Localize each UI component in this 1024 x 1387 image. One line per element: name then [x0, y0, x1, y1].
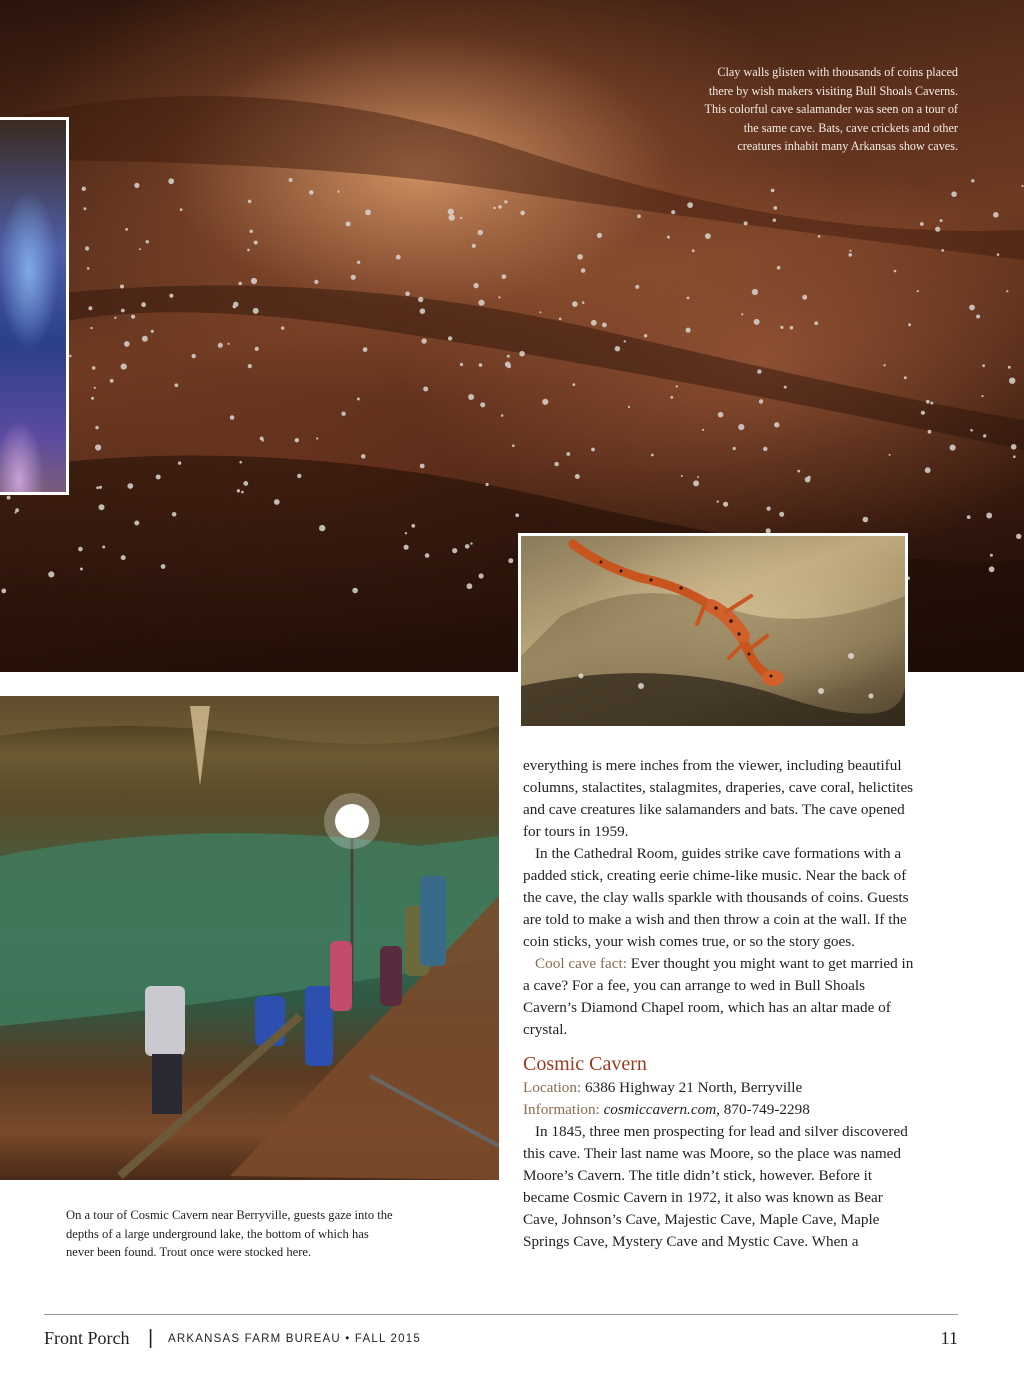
coin-sparkle — [651, 454, 654, 457]
coin-sparkle — [168, 178, 174, 184]
coin-sparkle — [520, 211, 525, 216]
coin-sparkle — [139, 248, 141, 250]
cool-fact-label: Cool cave fact: — [535, 955, 627, 972]
coin-sparkle — [319, 525, 325, 531]
coin-sparkle — [88, 306, 92, 310]
coin-sparkle — [692, 249, 695, 252]
coin-sparkle — [480, 402, 485, 407]
coin-sparkle — [670, 396, 673, 399]
coin-sparkle — [986, 513, 992, 519]
coin-sparkle — [951, 191, 957, 197]
coin-sparkle — [1021, 185, 1023, 187]
coin-sparkle — [404, 545, 409, 550]
coin-sparkle — [767, 507, 771, 511]
coin-sparkle — [1013, 455, 1016, 458]
coin-sparkle — [744, 221, 748, 225]
coin-sparkle — [363, 347, 368, 352]
coin-sparkle — [467, 583, 473, 589]
coin-sparkle — [48, 571, 54, 577]
coin-sparkle — [87, 267, 90, 270]
coin-sparkle — [262, 439, 265, 442]
coin-sparkle — [539, 311, 541, 313]
coin-sparkle — [460, 363, 463, 366]
coin-sparkle — [337, 191, 339, 193]
coin-sparkle — [926, 400, 930, 404]
coin-sparkle — [131, 315, 135, 319]
coin-sparkle — [615, 346, 620, 351]
coin-sparkle — [421, 338, 426, 343]
coin-sparkle — [479, 363, 483, 367]
coin-sparkle — [575, 474, 580, 479]
coin-sparkle — [624, 340, 626, 342]
coin-sparkle — [247, 249, 250, 252]
coin-sparkle — [248, 364, 252, 368]
coin-sparkle — [80, 568, 83, 571]
coin-sparkle — [121, 309, 125, 313]
coin-sparkle — [253, 308, 259, 314]
issue-label: ARKANSAS FARM BUREAU • FALL 2015 — [168, 1333, 421, 1345]
coin-sparkle — [127, 483, 133, 489]
coin-sparkle — [99, 504, 105, 510]
page-footer — [44, 1328, 958, 1352]
coin-sparkle — [935, 227, 940, 232]
coin-sparkle — [686, 328, 691, 333]
coin-sparkle — [779, 512, 784, 517]
article-column — [523, 755, 917, 1253]
salamander-photo — [518, 533, 908, 729]
coin-sparkle — [230, 415, 235, 420]
coin-sparkle — [146, 240, 149, 243]
coin-sparkle — [705, 233, 711, 239]
coin-sparkle — [950, 445, 956, 451]
coin-sparkle — [597, 233, 602, 238]
coin-sparkle — [465, 544, 470, 549]
coin-sparkle — [582, 301, 585, 304]
coin-sparkle — [274, 499, 280, 505]
information-label: Information: — [523, 1101, 600, 1118]
coin-sparkle — [237, 489, 240, 492]
coin-sparkle — [316, 437, 318, 439]
coin-sparkle — [920, 222, 924, 226]
coin-sparkle — [908, 323, 911, 326]
coin-sparkle — [478, 300, 484, 306]
coin-sparkle — [508, 558, 513, 563]
article-paragraph: In 1845, three men prospecting for lead and silver discovered this cave. Their last name was Moore, so the place was named Moore’s Cavern. The title didn’t stick, however. Before it became Cosmic Cavern in 1972, it also was known as Bear Cave, Johnson’s Cave, Majestic Cave, Maple Cave, Maple Springs Cave, Mystery Cave and Mystic Cave. When a — [523, 1123, 908, 1250]
coin-sparkle — [151, 330, 154, 333]
page-number: 11 — [940, 1328, 958, 1348]
coin-sparkle — [124, 341, 130, 347]
coin-sparkle — [1009, 378, 1015, 384]
coin-sparkle — [717, 500, 719, 502]
coin-sparkle — [1016, 534, 1021, 539]
coin-sparkle — [501, 414, 504, 417]
coin-sparkle — [883, 364, 885, 366]
coin-sparkle — [741, 313, 743, 315]
coin-sparkle — [297, 474, 301, 478]
coin-sparkle — [718, 412, 724, 418]
coin-sparkle — [405, 532, 407, 534]
location-value: 6386 Highway 21 North, Berryville — [581, 1079, 803, 1096]
coin-sparkle — [134, 183, 139, 188]
coin-sparkle — [697, 476, 699, 478]
coin-sparkle — [125, 228, 128, 231]
coin-sparkle — [84, 207, 87, 210]
coin-sparkle — [156, 475, 161, 480]
coin-sparkle — [969, 305, 975, 311]
coin-sparkle — [644, 334, 647, 337]
coin-sparkle — [498, 296, 500, 298]
coin-sparkle — [805, 477, 811, 483]
coin-sparkle — [357, 398, 360, 401]
coin-sparkle — [361, 454, 366, 459]
coin-sparkle — [774, 422, 779, 427]
coin-sparkle — [763, 447, 767, 451]
footer-separator: | — [148, 1327, 154, 1349]
cool-fact-text: Ever thought you might want to get married in a cave? For a fee, you can arrange to wed in Bull Shoals Cavern’s Diamond Chapel room, which has an altar made of crystal. — [523, 955, 914, 1038]
coin-wall-caption: Clay walls glisten with thousands of coins placed there by wish makers visiting Bull Shoals Caverns. This colorful cave salamander was seen on a tour of the same cave. Bats, cave crickets and other creatures inhabit many Arkansas show caves. — [704, 65, 958, 154]
coin-sparkle — [250, 230, 253, 233]
coin-sparkle — [85, 246, 89, 250]
coin-sparkle — [917, 290, 919, 292]
coin-sparkle — [848, 253, 852, 257]
coin-sparkle — [940, 219, 943, 222]
coin-sparkle — [671, 210, 675, 214]
coin-sparkle — [493, 207, 496, 210]
coin-sparkle — [314, 280, 318, 284]
coin-sparkle — [997, 253, 1000, 256]
coin-sparkle — [818, 235, 821, 238]
coin-sparkle — [759, 399, 763, 403]
coin-sparkle — [251, 278, 257, 284]
coin-sparkle — [470, 542, 472, 544]
coin-sparkle — [161, 564, 166, 569]
coin-sparkle — [667, 236, 670, 239]
coin-sparkle — [635, 285, 639, 289]
coin-sparkle — [218, 343, 223, 348]
coin-sparkle — [993, 212, 999, 218]
coin-sparkle — [702, 429, 704, 431]
coin-sparkle — [581, 268, 586, 273]
coin-sparkle — [687, 202, 693, 208]
coin-sparkle — [448, 209, 454, 215]
coin-sparkle — [502, 274, 507, 279]
coin-sparkle — [134, 521, 139, 526]
coin-sparkle — [95, 426, 98, 429]
lake-photo-caption: On a tour of Cosmic Cavern near Berryville, guests gaze into the depths of a large underground lake, the bottom of which has never been found. Trout once were stocked here. — [66, 1208, 393, 1260]
coin-sparkle — [681, 475, 683, 477]
coin-sparkle — [110, 379, 114, 383]
coin-sparkle — [970, 429, 973, 432]
coin-sparkle — [504, 200, 507, 203]
coin-sparkle — [92, 366, 96, 370]
coin-sparkle — [289, 178, 293, 182]
magazine-title: Front Porch — [44, 1328, 130, 1348]
coin-sparkle — [507, 355, 510, 358]
coin-sparkle — [233, 305, 237, 309]
coin-sparkle — [784, 386, 787, 389]
coin-sparkle — [773, 206, 777, 210]
coin-sparkle — [228, 343, 230, 345]
coin-sparkle — [239, 461, 242, 464]
section-heading: Cosmic Cavern — [523, 1053, 647, 1075]
location-line — [523, 1077, 917, 1099]
coin-sparkle — [738, 424, 744, 430]
coin-sparkle — [468, 394, 474, 400]
coin-sparkle — [602, 323, 607, 328]
coin-sparkle — [460, 217, 462, 219]
coin-sparkle — [295, 438, 299, 442]
coin-sparkle — [572, 301, 578, 307]
coin-sparkle — [178, 461, 181, 464]
coin-sparkle — [15, 511, 17, 513]
coin-sparkle — [559, 318, 562, 321]
coin-sparkle — [241, 491, 244, 494]
coin-sparkle — [981, 395, 983, 397]
coin-sparkle — [172, 512, 177, 517]
coin-sparkle — [519, 351, 525, 357]
coin-sparkle — [341, 412, 345, 416]
coin-sparkle — [971, 179, 974, 182]
coin-sparkle — [120, 285, 124, 289]
phone-number: , 870-749-2298 — [716, 1101, 810, 1118]
coin-sparkle — [628, 406, 630, 408]
coin-sparkle — [512, 444, 515, 447]
coin-sparkle — [566, 452, 570, 456]
coin-sparkle — [814, 321, 818, 325]
coin-sparkle — [420, 464, 425, 469]
coin-sparkle — [396, 255, 401, 260]
article-paragraph: In the Cathedral Room, guides strike cave formations with a padded stick, creating eerie chime-like music. Near the back of the cave, the clay walls sparkle with thousands of coins. Guests are told to make a wish and then throw a coin at the wall. If the coin sticks, your wish comes true, or so the story goes. — [523, 845, 909, 950]
coin-sparkle — [515, 513, 519, 517]
coin-sparkle — [448, 336, 452, 340]
coin-sparkle — [192, 354, 196, 358]
coin-sparkle — [95, 444, 101, 450]
coin-sparkle — [121, 364, 127, 370]
coin-sparkle — [676, 385, 678, 387]
coin-sparkle — [351, 275, 356, 280]
coin-sparkle — [967, 515, 971, 519]
coin-sparkle — [94, 387, 96, 389]
underground-lake-illustration — [0, 696, 499, 1180]
coin-sparkle — [346, 222, 351, 227]
underground-lake-photo — [0, 696, 499, 1180]
blue-cave-inset-photo — [0, 117, 69, 495]
coin-sparkle — [1008, 366, 1011, 369]
location-label: Location: — [523, 1079, 582, 1096]
coin-sparkle — [889, 454, 891, 456]
coin-sparkle — [1011, 444, 1017, 450]
coin-sparkle — [102, 546, 105, 549]
coin-sparkle — [255, 347, 259, 351]
salamander-illustration — [521, 536, 905, 726]
coin-sparkle — [693, 480, 699, 486]
coin-sparkle — [928, 430, 932, 434]
coin-sparkle — [7, 496, 11, 500]
coin-sparkle — [802, 295, 807, 300]
coin-sparkle — [542, 399, 548, 405]
coin-sparkle — [921, 411, 925, 415]
coin-sparkle — [982, 364, 985, 367]
coin-sparkle — [420, 308, 426, 314]
coin-sparkle — [507, 364, 511, 368]
coin-sparkle — [365, 210, 371, 216]
coin-sparkle — [983, 434, 986, 437]
coin-sparkle — [591, 320, 597, 326]
coin-sparkle — [990, 554, 993, 557]
coin-sparkle — [637, 214, 641, 218]
coin-sparkle — [989, 566, 995, 572]
coin-sparkle — [243, 481, 248, 486]
coin-sparkle — [175, 383, 179, 387]
coin-sparkle — [687, 297, 690, 300]
coin-sparkle — [777, 266, 781, 270]
coin-sparkle — [254, 241, 258, 245]
coin-sparkle — [894, 270, 897, 273]
coin-sparkle — [478, 230, 483, 235]
coin-sparkle — [733, 447, 736, 450]
coin-sparkle — [754, 319, 760, 325]
coin-sparkle — [752, 289, 758, 295]
coin-sparkle — [577, 254, 583, 260]
coin-sparkle — [780, 326, 783, 329]
coin-sparkle — [96, 486, 99, 489]
coin-sparkle — [78, 547, 83, 552]
footer-divider — [44, 1314, 958, 1315]
coin-sparkle — [69, 355, 72, 358]
coin-sparkle — [797, 470, 800, 473]
coin-sparkle — [423, 387, 428, 392]
coin-sparkle — [82, 187, 86, 191]
coin-sparkle — [114, 317, 116, 319]
coin-sparkle — [180, 208, 183, 211]
coin-sparkle — [790, 326, 794, 330]
coin-sparkle — [309, 190, 314, 195]
coin-sparkle — [352, 588, 358, 594]
coin-sparkle — [591, 448, 595, 452]
coin-sparkle — [904, 376, 907, 379]
coin-sparkle — [418, 297, 423, 302]
coin-sparkle — [930, 402, 933, 405]
coin-sparkle — [498, 205, 502, 209]
coin-sparkle — [1006, 290, 1008, 292]
cool-fact-paragraph — [523, 953, 917, 1041]
coin-sparkle — [757, 369, 761, 373]
coin-sparkle — [723, 502, 728, 507]
coin-sparkle — [281, 326, 284, 329]
coin-sparkle — [941, 249, 944, 252]
coin-sparkle — [849, 250, 851, 252]
information-line — [523, 1099, 917, 1121]
coin-sparkle — [248, 200, 252, 204]
coin-sparkle — [405, 292, 410, 297]
coin-sparkle — [925, 467, 931, 473]
coin-sparkle — [572, 383, 575, 386]
article-paragraph: everything is mere inches from the viewer, including beautiful columns, stalactites, stalagmites, draperies, cave coral, helictites and cave creatures like salamanders and bats. The cave opened for tours in 1959. — [523, 757, 914, 840]
coin-sparkle — [90, 327, 92, 329]
coin-sparkle — [141, 302, 146, 307]
coin-sparkle — [169, 294, 173, 298]
coin-sparkle — [357, 261, 360, 264]
coin-sparkle — [121, 555, 126, 560]
coin-sparkle — [238, 282, 242, 286]
coin-sparkle — [452, 548, 457, 553]
coin-sparkle — [1, 589, 6, 594]
coin-sparkle — [486, 483, 489, 486]
coin-sparkle — [449, 214, 455, 220]
coin-sparkle — [554, 462, 558, 466]
coin-sparkle — [411, 524, 415, 528]
coin-sparkle — [863, 517, 869, 523]
coin-sparkle — [771, 189, 775, 193]
coin-sparkle — [99, 486, 102, 489]
coin-sparkle — [425, 553, 430, 558]
coin-sparkle — [479, 573, 484, 578]
coin-sparkle — [142, 336, 148, 342]
coin-sparkle — [472, 244, 476, 248]
coin-sparkle — [473, 283, 478, 288]
coin-sparkle — [773, 219, 776, 222]
coin-sparkle — [91, 397, 94, 400]
website-link[interactable]: cosmiccavern.com — [599, 1101, 717, 1118]
coin-sparkle — [976, 315, 980, 319]
